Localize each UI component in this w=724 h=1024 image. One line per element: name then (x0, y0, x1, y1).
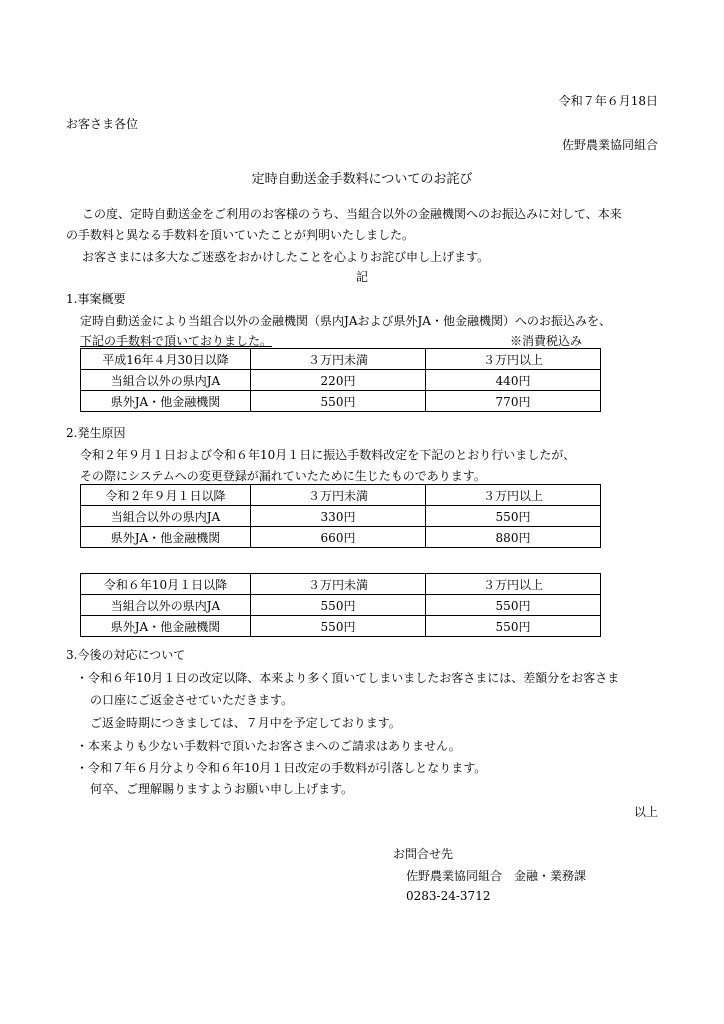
section2-heading: 2.発生原因 (66, 426, 126, 440)
contact-phone: 0283-24-3712 (406, 889, 491, 903)
table-cell: 平成16年４月30日以降 (81, 349, 251, 370)
table-cell: 当組合以外の県内JA (81, 595, 251, 616)
section3-bullet1-line1: ・令和６年10月１日の改定以降、本来より多く頂いてしまいましたお客さまには、差額分をお客さま (76, 671, 620, 685)
section3-bullet3-line1: ・令和７年６月分より令和６年10月１日改定の手数料が引落しとなります。 (76, 761, 487, 775)
intro-line-3: お客さまには多大なご迷惑をおかけしたことを心よりお詫び申し上げます。 (82, 250, 490, 264)
section3-bullet3-line2: 何卒、ご理解賜りますようお願い申し上げます。 (90, 782, 354, 796)
table-cell: 220円 (251, 370, 426, 391)
table-cell: ３万円未満 (251, 349, 426, 370)
closing-ijou: 以上 (633, 805, 658, 819)
table-cell: 330円 (251, 506, 426, 527)
table-cell: ３万円以上 (426, 349, 601, 370)
table-cell: ３万円以上 (426, 574, 601, 595)
section3-heading: 3.今後の対応について (66, 648, 186, 662)
section3-bullet1-line3: ご返金時期につきましては、７月中を予定しております。 (90, 716, 401, 730)
fee-table-r2 (80, 484, 601, 548)
table-cell: 550円 (426, 616, 601, 637)
table-cell: 県外JA・他金融機関 (81, 527, 251, 548)
section1-line-1: 定時自動送金により当組合以外の金融機関（県内JAおよび県外JA・他金融機関）へのお振込みを、 (80, 314, 611, 328)
table-cell: 県外JA・他金融機関 (81, 391, 251, 412)
contact-label: お問合せ先 (393, 847, 454, 861)
table-cell: 令和６年10月１日以降 (81, 574, 251, 595)
table-cell: 県外JA・他金融機関 (81, 616, 251, 637)
intro-line-1: この度、定時自動送金をご利用のお客様のうち、当組合以外の金融機関へのお振込みに対して、本来 (82, 207, 622, 221)
table-row (81, 527, 601, 548)
table-cell: 550円 (426, 506, 601, 527)
table-row (81, 370, 601, 391)
table-header-row (81, 349, 601, 370)
table-row (81, 595, 601, 616)
table-cell: 770円 (426, 391, 601, 412)
section3-bullet1-line2: の口座にご返金させていただきます。 (90, 693, 294, 707)
sender-organization: 佐野農業協同組合 (561, 138, 658, 152)
section2-line-1: 令和２年９月１日および令和６年10月１日に振込手数料改定を下記のとおり行いましたが、 (80, 448, 576, 462)
table-cell: 550円 (251, 391, 426, 412)
section1-line-2: 下記の手数料で頂いておりました。 (80, 334, 273, 348)
table-header-row (81, 574, 601, 595)
table-cell: ３万円未満 (251, 485, 426, 506)
table-row (81, 506, 601, 527)
fee-table-h16 (80, 348, 601, 412)
contact-organization: 佐野農業協同組合 金融・業務課 (406, 869, 587, 883)
table-cell: 440円 (426, 370, 601, 391)
table-cell: ３万円以上 (426, 485, 601, 506)
fee-table-r6 (80, 573, 601, 637)
table-cell: 当組合以外の県内JA (81, 370, 251, 391)
table-cell: 当組合以外の県内JA (81, 506, 251, 527)
table-row (81, 616, 601, 637)
section1-heading: 1.事案概要 (66, 292, 126, 306)
document-title: 定時自動送金手数料についてのお詫び (251, 172, 473, 187)
intro-line-2: の手数料と異なる手数料を頂いていたことが判明いたしました。 (66, 228, 415, 242)
addressee: お客さま各位 (66, 117, 139, 131)
table-cell: 550円 (251, 595, 426, 616)
table-cell: 880円 (426, 527, 601, 548)
table-cell: 令和２年９月１日以降 (81, 485, 251, 506)
table-row (81, 391, 601, 412)
tax-note: ※消費税込み (510, 334, 583, 348)
table-header-row (81, 485, 601, 506)
section3-bullet2: ・本来よりも少ない手数料で頂いたお客さまへのご請求はありません。 (76, 739, 461, 753)
document-date: 令和７年６月18日 (558, 94, 658, 108)
ki-marker: 記 (355, 270, 368, 284)
table-cell: 660円 (251, 527, 426, 548)
section2-line-2: その際にシステムへの変更登録が漏れていたために生じたものであります。 (80, 469, 486, 483)
table-cell: 550円 (426, 595, 601, 616)
table-cell: 550円 (251, 616, 426, 637)
table-cell: ３万円未満 (251, 574, 426, 595)
